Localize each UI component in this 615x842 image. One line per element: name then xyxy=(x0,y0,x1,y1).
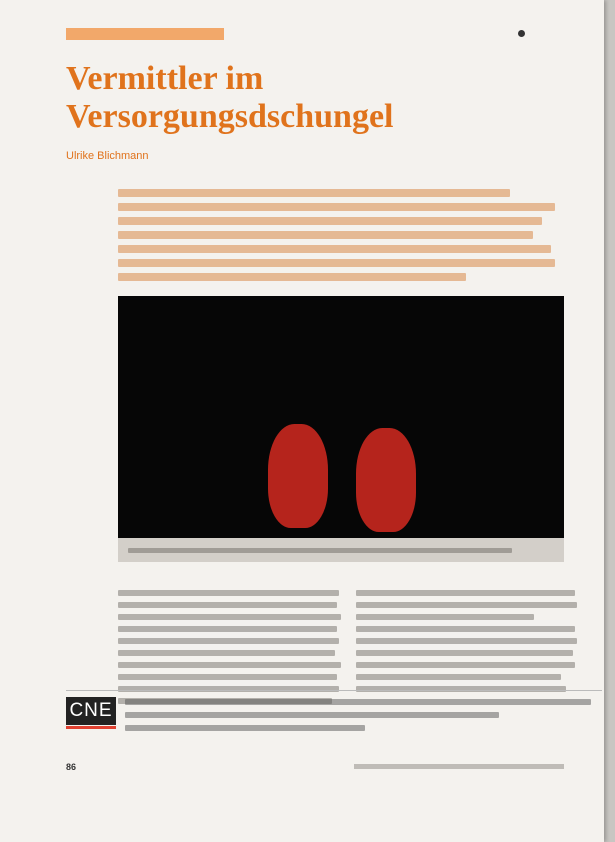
red-shoe-left xyxy=(268,424,328,528)
lead-paragraph xyxy=(118,189,564,287)
page-number: 86 xyxy=(66,762,77,772)
cne-logo: CNE xyxy=(66,697,116,725)
publisher-logo xyxy=(518,28,527,40)
footer-citation xyxy=(354,764,564,769)
article-title: Vermittler im Versorgungsdschungel xyxy=(66,60,394,135)
cne-info-box xyxy=(66,690,602,743)
body-column-right xyxy=(356,590,584,698)
red-shoe-right xyxy=(356,428,416,532)
cne-logo-strip xyxy=(66,726,116,729)
article-photo xyxy=(118,296,564,538)
cne-text xyxy=(125,699,605,738)
section-header-bar xyxy=(66,28,224,40)
photo-caption xyxy=(118,538,564,562)
article-author: Ulrike Blichmann xyxy=(66,150,149,162)
publisher-logo-icon xyxy=(518,30,525,37)
